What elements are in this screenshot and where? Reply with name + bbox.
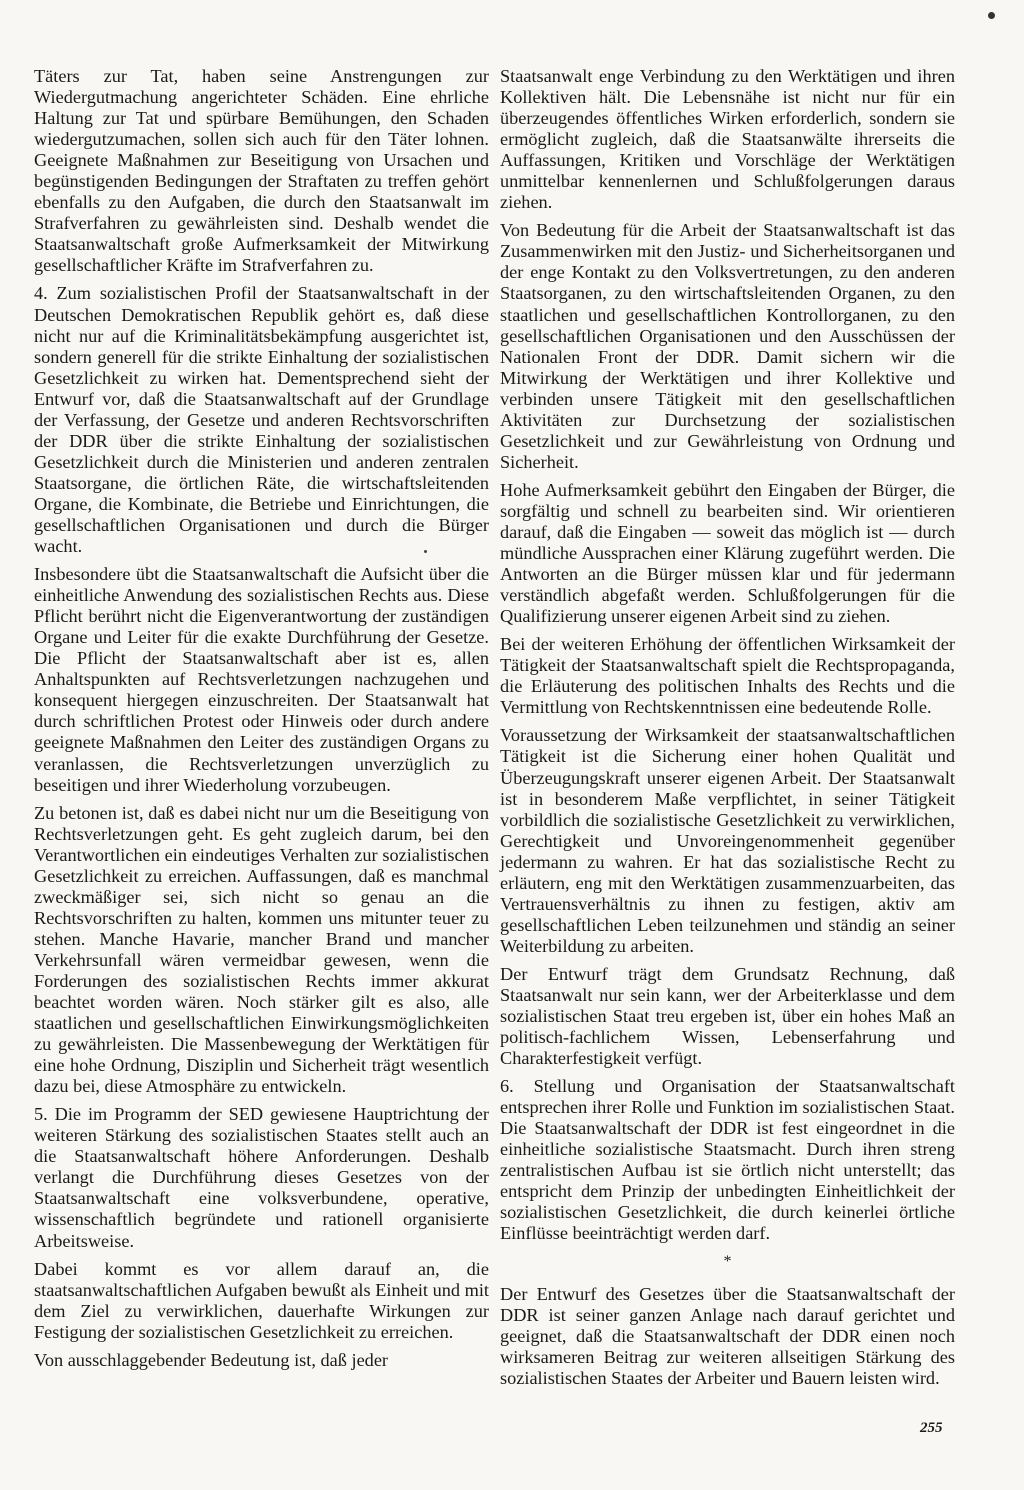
paragraph: Staatsanwalt enge Verbindung zu den Werktätigen und ihren Kollektiven hält. Die Lebensnähe ist nicht nur für ein überzeugendes öffentliches Wirken erforderlich, sondern sie ermöglicht zugleich, daß die Staatsanwälte ihrerseits die Auffassungen, Kritiken und Vorschläge der Werktätigen unmittelbar kennenlernen und Schlußfolgerungen daraus ziehen. — [500, 66, 955, 213]
paragraph: Der Entwurf trägt dem Grundsatz Rechnung, daß Staatsanwalt nur sein kann, wer der Arbeiterklasse und dem sozialistischen Staat treu ergeben ist, über ein hohes Maß an politisch-fachlichem Wissen, Lebenserfahrung und Charakterfestigkeit verfügt. — [500, 963, 955, 1069]
scan-mark — [988, 12, 995, 19]
paragraph: Voraussetzung der Wirksamkeit der staatsanwaltschaftlichen Tätigkeit ist die Sicherung einer hohen Qualität und Überzeugungskraft unserer eigenen Arbeit. Der Staatsanwalt ist in besonderem Maße verpflichtet, in seiner Tätigkeit vorbildlich die sozialistische Gesetzlichkeit zu verwirklichen, Gerechtigkeit und Unvoreingenommenheit gegenüber jedermann zu wahren. Er hat das sozialistische Recht zu erläutern, eng mit den Werktätigen zusammenzuarbeiten, das Vertrauensverhältnis zu ihnen zu festigen, aktiv am gesellschaftlichen Leben teilzunehmen und ständig an seiner Weiterbildung zu arbeiten. — [500, 725, 955, 956]
paragraph: 4. Zum sozialistischen Profil der Staatsanwaltschaft in der Deutschen Demokratischen Republik gehört es, daß diese nicht nur auf die Kriminalitätsbekämpfung ausgerichtet ist, sondern generell für die strikte Einhaltung der sozialistischen Gesetzlichkeit zu wirken hat. Dementsprechend sieht der Entwurf vor, daß die Staatsanwaltschaft auf der Grundlage der Verfassung, der Gesetze und anderen Rechtsvorschriften der DDR über die strikte Einhaltung der sozialistischen Gesetzlichkeit durch die Ministerien und anderen zentralen Staatsorgane, die örtlichen Räte, die wirtschaftsleitenden Organe, die Kombinate, die Betriebe und Einrichtungen, die gesellschaftlichen Organisationen und durch die Bürger wacht. — [34, 283, 489, 557]
paragraph: Täters zur Tat, haben seine Anstrengungen zur Wiedergutmachung angerichteter Schäden. Eine ehrliche Haltung zur Tat und spürbare Bemühungen, den Schaden wiedergutzumachen, sollen sich auch für den Täter lohnen. Geeignete Maßnahmen zur Beseitigung von Ursachen und begünstigenden Bedingungen der Straftaten zu treffen gehört ebenfalls zu den Aufgaben, die durch den Staatsanwalt im Strafverfahren zu gewährleisten sind. Deshalb wendet die Staatsanwaltschaft große Aufmerksamkeit der Mitwirkung gesellschaftlicher Kräfte im Strafverfahren zu. — [34, 66, 489, 276]
paragraph: Bei der weiteren Erhöhung der öffentlichen Wirksamkeit der Tätigkeit der Staatsanwaltschaft spielt die Rechtspropaganda, die Erläuterung des politischen Inhalts des Rechts und die Vermittlung von Rechtskenntnissen eine bedeutende Rolle. — [500, 634, 955, 718]
paragraph: Zu betonen ist, daß es dabei nicht nur um die Beseitigung von Rechtsverletzungen geht. Es geht zugleich darum, bei den Verantwortlichen ein eindeutiges Verhalten zur sozialistischen Gesetzlichkeit zu erreichen. Auffassungen, daß es manchmal zweckmäßiger sei, sich nicht so genau an die Rechtsvorschriften zu halten, kommen uns mitunter teuer zu stehen. Manche Havarie, mancher Brand und mancher Verkehrsunfall wären vermeidbar gewesen, wenn die Forderungen des sozialistischen Rechts immer akkurat beachtet worden wären. Noch stärker gilt es also, alle staatlichen und gesellschaftlichen Einwirkungsmöglichkeiten zu gewährleisten. Die Massenbewegung der Werktätigen für eine hohe Ordnung, Disziplin und Sicherheit trägt wesentlich dazu bei, diese Atmosphäre zu entwickeln. — [34, 802, 489, 1097]
page-number: 255 — [920, 1420, 943, 1436]
left-column — [34, 66, 489, 1378]
paragraph: 6. Stellung und Organisation der Staatsanwaltschaft entsprechen ihrer Rolle und Funktion im sozialistischen Staat. Die Staatsanwaltschaft der DDR ist fest eingeordnet in die einheitliche sozialistische Staatsmacht. Durch ihren streng zentralistischen Aufbau ist sie örtlich nicht unterstellt; das entspricht dem Prinzip der unbedingten Einheitlichkeit der sozialistischen Gesetzlichkeit, die durch keinerlei örtliche Einflüsse beeinträchtigt werden darf. — [500, 1076, 955, 1244]
section-separator: * — [723, 1252, 732, 1270]
paragraph: Dabei kommt es vor allem darauf an, die staatsanwaltschaftlichen Aufgaben bewußt als Einheit und mit dem Ziel zu verwirklichen, dauerhafte Wirkungen zur Festigung der sozialistischen Gesetzlichkeit zu erreichen. — [34, 1258, 489, 1342]
paragraph: 5. Die im Programm der SED gewiesene Hauptrichtung der weiteren Stärkung des sozialistischen Staates stellt auch an die Staatsanwaltschaft höhere Anforderungen. Deshalb verlangt die Durchführung dieses Gesetzes von der Staatsanwaltschaft eine volksverbundene, operative, wissenschaftlich begründete und rationell organisierte Arbeitsweise. — [34, 1104, 489, 1251]
paragraph: Insbesondere übt die Staatsanwaltschaft die Aufsicht über die einheitliche Anwendung des sozialistischen Rechts aus. Diese Pflicht berührt nicht die Eigenverantwortung der zuständigen Organe und Leiter für die exakte Durchführung der Gesetze. Die Pflicht der Staatsanwaltschaft aber ist es, allen Anhaltspunkten auf Rechtsverletzungen nachzugehen und konsequent hiergegen einzuschreiten. Der Staatsanwalt hat durch schriftlichen Protest oder Hinweis oder durch andere geeignete Maßnahmen den Leiter des zuständigen Organs zu veranlassen, die Rechtsverletzungen unverzüglich zu beseitigen und ihrer Wiederholung vorzubeugen. — [34, 564, 489, 795]
paragraph: Hohe Aufmerksamkeit gebührt den Eingaben der Bürger, die sorgfältig und schnell zu bearbeiten sind. Wir orientieren darauf, daß die Eingaben — soweit das möglich ist — durch mündliche Aussprachen einer Klärung zugeführt werden. Die Antworten an die Bürger müssen klar und für jedermann verständlich abgefaßt werden. Schlußfolgerungen für die Qualifizierung unserer eigenen Arbeit sind zu ziehen. — [500, 479, 955, 627]
paragraph: Der Entwurf des Gesetzes über die Staatsanwaltschaft der DDR ist seiner ganzen Anlage nach darauf gerichtet und geeignet, daß die Staatsanwaltschaft der DDR einen noch wirksameren Beitrag zur weiteren allseitigen Stärkung des sozialistischen Staates der Arbeiter und Bauern leisten wird. — [500, 1283, 955, 1388]
paragraph: Von Bedeutung für die Arbeit der Staatsanwaltschaft ist das Zusammenwirken mit den Justiz- und Sicherheitsorganen und der enge Kontakt zu den Volksvertretungen, zu den anderen Staatsorganen, zu den wirtschaftsleitenden Organen, zu den staatlichen und gesellschaftlichen Kontrollorganen, zu den gesellschaftlichen Organisationen und den Ausschüssen der Nationalen Front der DDR. Damit sichern wir die Mitwirkung der Werktätigen und ihrer Kollektive und verbinden unsere Tätigkeit mit den gesellschaftlichen Aktivitäten zur Durchsetzung der sozialistischen Gesetzlichkeit und zur Gewährleistung von Ordnung und Sicherheit. — [500, 220, 955, 472]
right-column — [500, 66, 955, 1396]
paragraph: Von ausschlaggebender Bedeutung ist, daß jeder — [34, 1349, 389, 1370]
